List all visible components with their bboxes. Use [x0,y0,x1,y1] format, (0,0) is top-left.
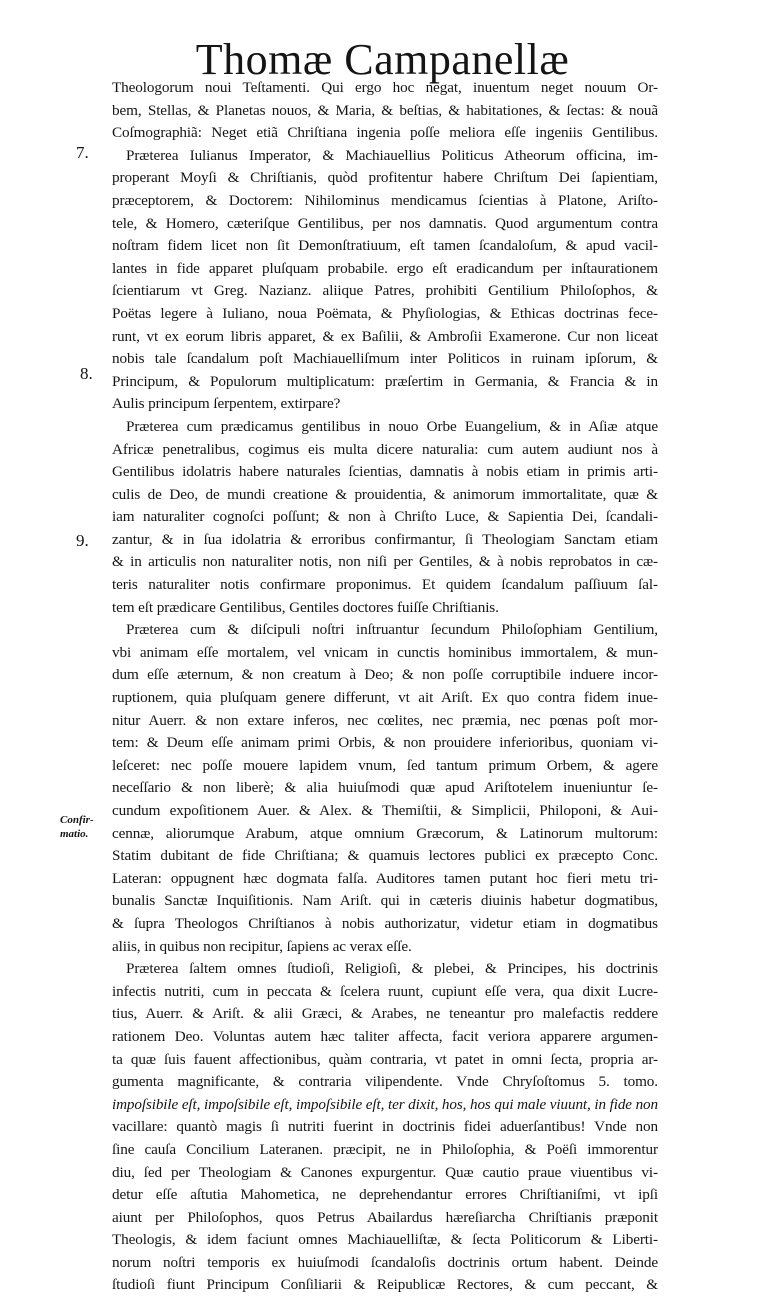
text-line: Principum, & Populorum multiplicatum: præſertim in Germania, & Francia & in [112,372,658,390]
text-line: tele, & Homero, cæteriſque Gentilibus, per nos damnatis. Quod argumentum contra [112,214,658,232]
text-line: vbi animam eſſe mortalem, vel vnicam in cunctis hominibus immortalem, & mun- [112,643,658,661]
text-line: Africæ penetralibus, cogimus eis multa dicere naturalia: cum autem audiunt nos à [112,440,658,458]
text-line: bem, Stellas, & Planetas nouos, & Maria, & beſtias, & habitationes, & ſectas: & nouã [112,101,658,119]
text-line: vacillare: quantò magis ſi nutriti fuerint in doctrinis fidei aduerſantibus! Vnde non [112,1118,658,1136]
text-line: Coſmographiã: Neget etiã Chriſtiana ingenia poſſe meliora eſſe ingeniis Gentilibus. [112,124,658,142]
running-head: Thomæ Campanellæ [195,35,570,84]
text-line: neceſſario & non liberè; & alia huiuſmodi quæ apud Ariſtotelem inueniuntur ſe- [112,779,658,797]
text-line: aiunt per Philoſophos, quos Petrus Abailardus hæreſiarcha Chriſtianis præponit [112,1208,658,1226]
text-line: & in articulis non naturaliter notis, non niſi per Gentiles, & à nobis reprobatos in cæ- [112,553,658,571]
text-line: dum eſſe æternum, & non creatum à Deo; & non poſſe corruptibile induere incor- [112,666,658,684]
text-line: cundum expoſitionem Auer. & Alex. & Themiſtii, & Simplicii, Philoponi, & Aui- [112,802,658,819]
text-line: Præterea cum prædicamus gentilibus in nouo Orbe Euangelium, & in Aſiæ atque [126,417,658,435]
text-line: Præterea Iulianus Imperator, & Machiauellius Politicus Atheorum officina, im- [126,146,658,164]
text-line: tius, Auerr. & Ariſt. & alii Græci, & Arabes, ne teneantur pro malefactis reddere [112,1005,658,1023]
margin-note-confirmatio-line-1: Confir- [60,814,94,826]
text-line: ta quæ ſuis fauent affectionibus, quàm contraria, vt patet in omni ſecta, propria ar- [112,1050,658,1068]
text-line: Gentilibus idolatris habere naturales ſcientias, damnatis à nobis etiam in primis arti- [112,463,658,481]
text-line: Præterea cum & diſcipuli noſtri inſtruantur ſecundum Philoſophiam Gentilium, [126,621,658,639]
text-line: præceptorem, & Doctorem: Nihilominus mendicamus ſcientias à Platone, Ariſto- [112,191,658,209]
text-line: Theologis, & idem faciunt omnes Machiauelliſtæ, & ſecta Politicorum & Liberti- [112,1231,658,1249]
margin-note-confirmatio-line-2: matio. [60,828,89,840]
text-line: bunalis Sanctæ Inquiſitionis. Nam Ariſt. qui in cæteris diuinis habetur dogmatibus, [112,892,658,910]
text-line: Statim dubitant de fide Chriſtiana; & quamuis lectores publici ex præcepto Conc. [112,847,658,865]
text-line: properant Moyſi & Chriſtianis, quòd profitentur habere Chriſtum Dei ſapientiam, [112,169,658,187]
text-line: rationem Deo. Voluntas autem hæc taliter affecta, facit veriora apparere argumen- [112,1027,658,1045]
text-line: teris naturaliter notis confirmare proponimus. Et quidem ſcandalum paſſiuum ſal- [112,576,658,594]
text-line: tem: & Deum eſſe animam primi Orbis, & non prouidere inferioribus, quoniam vi- [112,734,658,752]
margin-number-7: 7. [76,143,89,162]
text-line: Aulis principum ſerpentem, extirpare? [112,395,341,413]
text-line: ſcientiarum vt Greg. Nazianz. aliique Patres, prohibiti Gentilium Philoſophos, & [112,282,658,300]
text-line: culis de Deo, de mundi creatione & prouidentia, & animorum immortalitate, quæ & [112,485,658,503]
text-line: iam naturaliter cognoſci poſſunt; & non à Chriſto Luce, & Sapientia Dei, ſcandali- [112,508,658,526]
text-line: cennæ, aliorumque Arabum, atque omnium Græcorum, & Latinorum multorum: [112,824,658,842]
text-line: zantur, & in ſua idolatria & erroribus confirmantur, ſi Theologiam Sanctam etiam [112,530,658,548]
body-text [112,77,660,1297]
text-line: tem eſt prædicare Gentilibus, Gentiles doctores fuiſſe Chriſtianis. [112,598,499,616]
text-line: detur eſſe aſtutia Mahometica, ne deprehendantur errores Chriſtianiſmi, vt ipſi [112,1186,658,1204]
text-line: & ſupra Theologos Chriſtianos à nobis authorizatur, videtur etiam in dogmatibus [112,914,658,932]
text-line: norum noſtri temporis ex huiuſmodi ſcandaloſis doctrinis ortum habent. Deinde [112,1253,658,1271]
text-line: diu, ſed per Theologiam & Canones expurgentur. Quæ cautio praue viuentibus vi- [112,1163,658,1181]
text-line: Præterea ſaltem omnes ſtudioſi, Religioſi, & plebei, & Principes, his doctrinis [126,960,658,978]
text-line-italic: impoſsibile eſt, impoſsibile eſt, impoſsibile eſt, ter dixit, hos, hos qui male viuunt, in fide non [112,1095,658,1113]
text-line: Theologorum noui Teſtamenti. Qui ergo hoc negat, inuentum neget nouum Or- [112,79,658,96]
text-line: lantes in fide apparet pluſquam probabile. ergo eſt eradicandum per inſtaurationem [112,259,658,277]
text-line: noſtram fidem licet non ſit Demonſtratiuum, eſt tamen ſcandaloſum, & apud vacil- [112,237,658,255]
text-line: aliis, in quibus non recipitur, ſapiens ac verax eſſe. [112,937,412,955]
text-line: nitur Auerr. & non extare inferos, nec cœlites, nec præmia, nec pœnas poſt mor- [112,711,658,729]
text-line: infectis nutriti, cum in peccata & ſcelera ruunt, cupiunt eſſe vera, qua dixit Lucre- [112,982,658,1000]
text-line: Poëtas legere à Iuliano, noua Poëmata, & Phyſiologias, & Ethicas doctrinas fece- [112,304,658,322]
text-line: ſine cauſa Concilium Lateranen. præcipit, ne in Philoſophia, & Poëſi immorentur [112,1140,658,1158]
text-line: runt, vt ex eorum libris apparet, & ex Baſilii, & Ambroſii Examerone. Cur non liceat [112,327,658,345]
text-line: leſceret: nec poſſe mouere lapidem vnum, ſed tantum primum Orbem, & agere [112,756,658,774]
margin-number-9: 9. [76,531,89,550]
margin-number-8: 8. [80,364,93,383]
text-line: nobis tale ſcandalum poſt Machiauelliſmum inter Politicos in ruinam ipſorum, & [112,350,658,368]
text-line: Lateran: oppugnent hæc dogmata falſa. Auditores tamen putant hoc fieri metu tri- [112,869,658,887]
text-line: ſtudioſi fiunt Principum Conſiliarii & Reipublicæ Rectores, & cum peccant, & [112,1276,658,1294]
text-line: gumenta magnificante, & contraria vilipendente. Vnde Chryſoſtomus 5. tomo. [112,1073,658,1091]
text-line: ruptionem, quia pluſquam genere differunt, vt ait Ariſt. Ex quo contra fidem inue- [112,689,658,707]
